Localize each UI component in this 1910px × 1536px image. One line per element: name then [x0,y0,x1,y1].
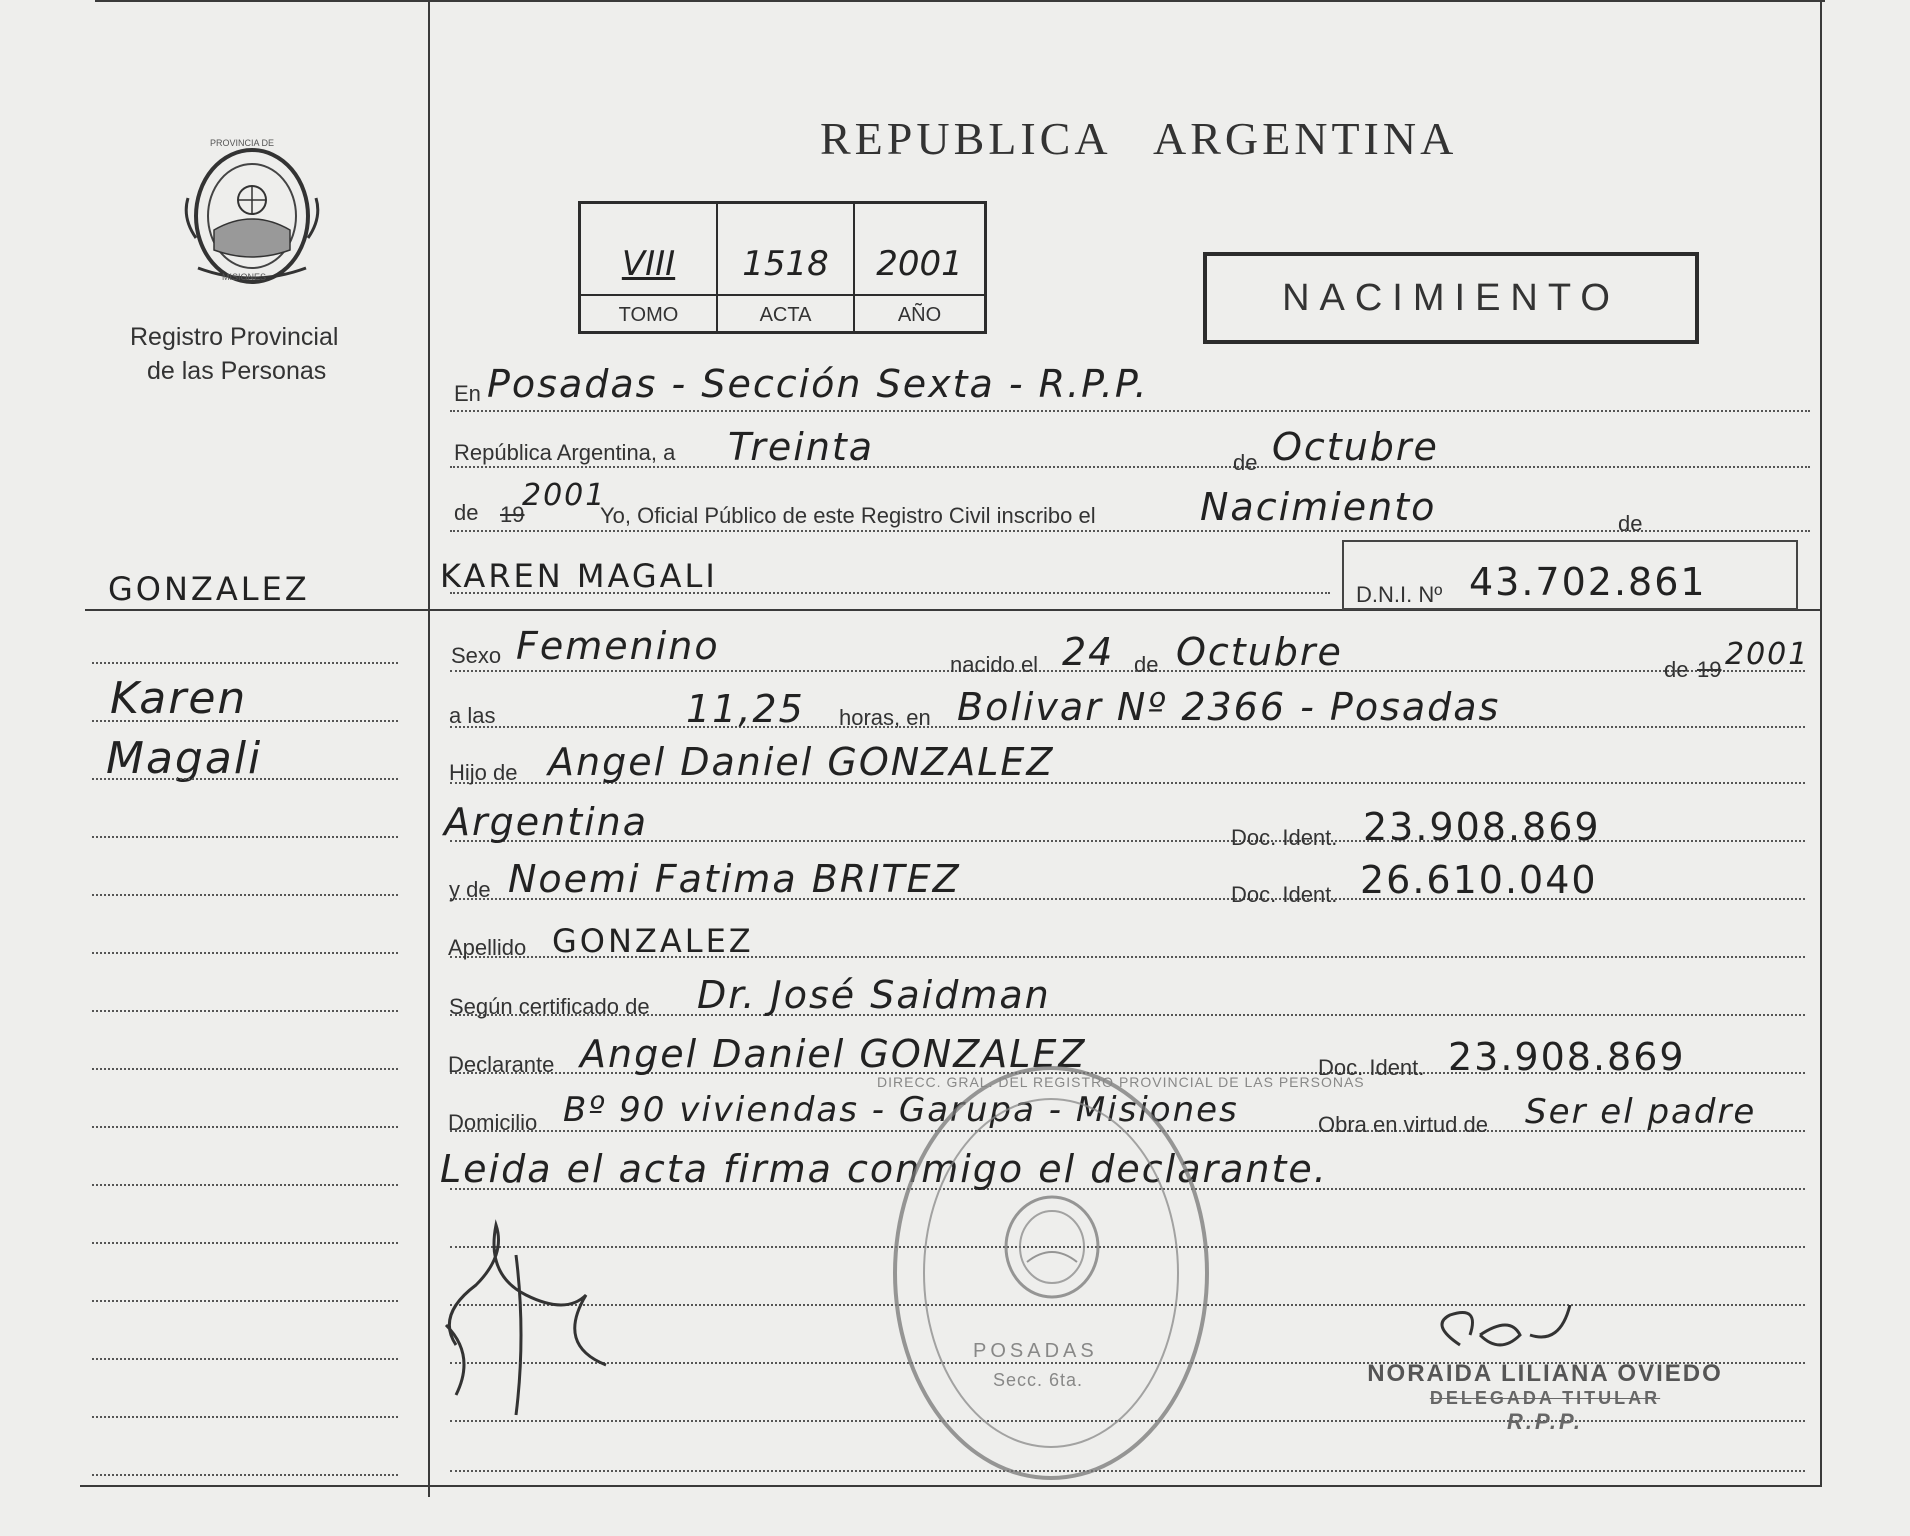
stamp-city: POSADAS [973,1340,1098,1362]
right-dotted-line [450,670,1805,672]
bottom-border [80,1485,1822,1487]
stamp-section: Secc. 6ta. [993,1370,1084,1390]
domicilio-value: Bº 90 viviendas - Garupa - Misiones [563,1090,1239,1130]
horas-label: horas, en [839,705,931,730]
de-label-5: de [1664,657,1689,682]
top-border [95,0,1825,2]
left-dotted-line [92,778,398,780]
left-given-name-1: Karen [110,673,248,724]
left-dotted-line [92,662,398,664]
doc-ident-label-declarante: Doc. Ident. [1318,1055,1425,1080]
domicilio-label: Domicilio [448,1110,538,1135]
right-dotted-line [450,410,1810,412]
stamp-seal-icon [997,1192,1107,1302]
de-label-2: de [454,500,479,525]
de-label-4: de [1134,652,1159,677]
year-value: 2001 [522,478,607,513]
hour-value: 11,25 [686,687,805,731]
official-office: R.P.P. [1507,1409,1583,1434]
yo-label: Yo, Oficial Público de este Registro Civil inscribo el [600,503,1096,528]
anio-cell [855,204,984,331]
obra-value: Ser el padre [1525,1092,1757,1132]
left-dotted-line [92,1300,398,1302]
mother-doc: 26.610.040 [1360,858,1598,902]
right-dotted-line [450,466,1810,468]
dni-label: D.N.I. Nº [1356,582,1443,607]
doctor-value: Dr. José Saidman [697,973,1051,1017]
sexo-value: Femenino [516,624,720,668]
left-dotted-line [92,1416,398,1418]
dni-box [1342,540,1798,610]
sexo-label: Sexo [451,643,502,668]
event-value: Nacimiento [1200,485,1437,529]
right-dotted-line [450,840,1805,842]
seal-text-bottom: MISIONES [222,272,267,282]
left-surname: GONZALEZ [108,570,310,608]
acta-cell [718,204,855,331]
left-dotted-line [92,1010,398,1012]
left-dotted-line [92,1474,398,1476]
left-given-name-2: Magali [106,733,263,784]
reference-table [578,201,987,334]
doc-ident-label-mother: Doc. Ident. [1231,882,1338,907]
registry-line-2: de las Personas [147,357,327,385]
closing-statement: Leida el acta firma conmigo el declarante. [440,1147,1328,1191]
doc-ident-label-father: Doc. Ident. [1231,825,1338,850]
right-dotted-line [450,530,1810,532]
nacido-label: nacido el [950,652,1039,677]
left-dotted-line [92,1358,398,1360]
father-doc: 23.908.869 [1363,805,1601,849]
anio-label: AÑO [897,304,942,326]
right-dotted-line [450,1014,1805,1016]
tomo-value: VIII [621,244,676,284]
left-dotted-line [92,1126,398,1128]
acta-label: ACTA [759,304,812,326]
declarante-label: Declarante [448,1052,555,1077]
day-value: Treinta [728,425,875,469]
declarante-doc: 23.908.869 [1448,1035,1686,1079]
anio-value: 2001 [876,244,963,284]
de-label-1: de [1233,450,1258,475]
left-dotted-line [92,1184,398,1186]
registry-line-1: Registro Provincial [130,323,339,351]
left-dotted-line [92,836,398,838]
month-value: Octubre [1272,425,1439,469]
document-type-box: NACIMIENTO [1203,252,1699,344]
year-prefix-struck: 19 [500,502,525,527]
hijo-label: Hijo de [449,760,518,785]
left-dotted-line [92,894,398,896]
en-label: En [454,381,481,406]
tomo-cell [581,204,718,331]
left-dotted-line [92,1242,398,1244]
apellido-value: GONZALEZ [552,922,754,960]
republica-label: República Argentina, a [454,440,676,465]
tomo-label: TOMO [618,304,679,326]
left-dotted-line [92,720,398,722]
mother-name: Noemi Fatima BRITEZ [508,857,961,901]
father-nationality: Argentina [444,800,649,844]
child-name: KAREN MAGALI [440,557,718,595]
country-title: REPUBLICA ARGENTINA [820,113,1458,164]
right-border [1820,0,1822,1485]
right-dotted-line [450,1470,1805,1472]
acta-value: 1518 [742,244,829,284]
en-value: Posadas - Sección Sexta - R.P.P. [487,362,1149,406]
official-name: NORAIDA LILIANA OVIEDO [1367,1360,1723,1387]
birth-year-prefix-struck: 19 [1697,657,1722,682]
apellido-label: Apellido [448,935,527,960]
segun-label: Según certificado de [449,994,650,1019]
seal-text-top: PROVINCIA DE [210,138,275,148]
birth-day: 24 [1062,630,1115,674]
official-signature-block [1355,1360,1735,1435]
birth-year: 2001 [1725,637,1810,672]
stamp-ring-text: DIRECC. GRAL. DEL REGISTRO PROVINCIAL DE LAS PERSONAS [877,1074,1365,1090]
dni-value: 43.702.861 [1469,560,1707,604]
left-dotted-line [92,952,398,954]
declarante-value: Angel Daniel GONZALEZ [580,1032,1087,1076]
father-name: Angel Daniel GONZALEZ [548,740,1055,784]
official-title: DELEGADA TITULAR [1429,1388,1661,1408]
de-label-3: de [1618,511,1643,536]
birth-month: Octubre [1176,630,1343,674]
left-dotted-line [92,1068,398,1070]
place-value: Bolivar Nº 2366 - Posadas [957,685,1501,729]
obra-label: Obra en virtud de [1318,1112,1488,1137]
yde-label: y de [449,877,491,902]
declarant-signature [416,1195,646,1425]
alas-label: a las [449,703,496,728]
